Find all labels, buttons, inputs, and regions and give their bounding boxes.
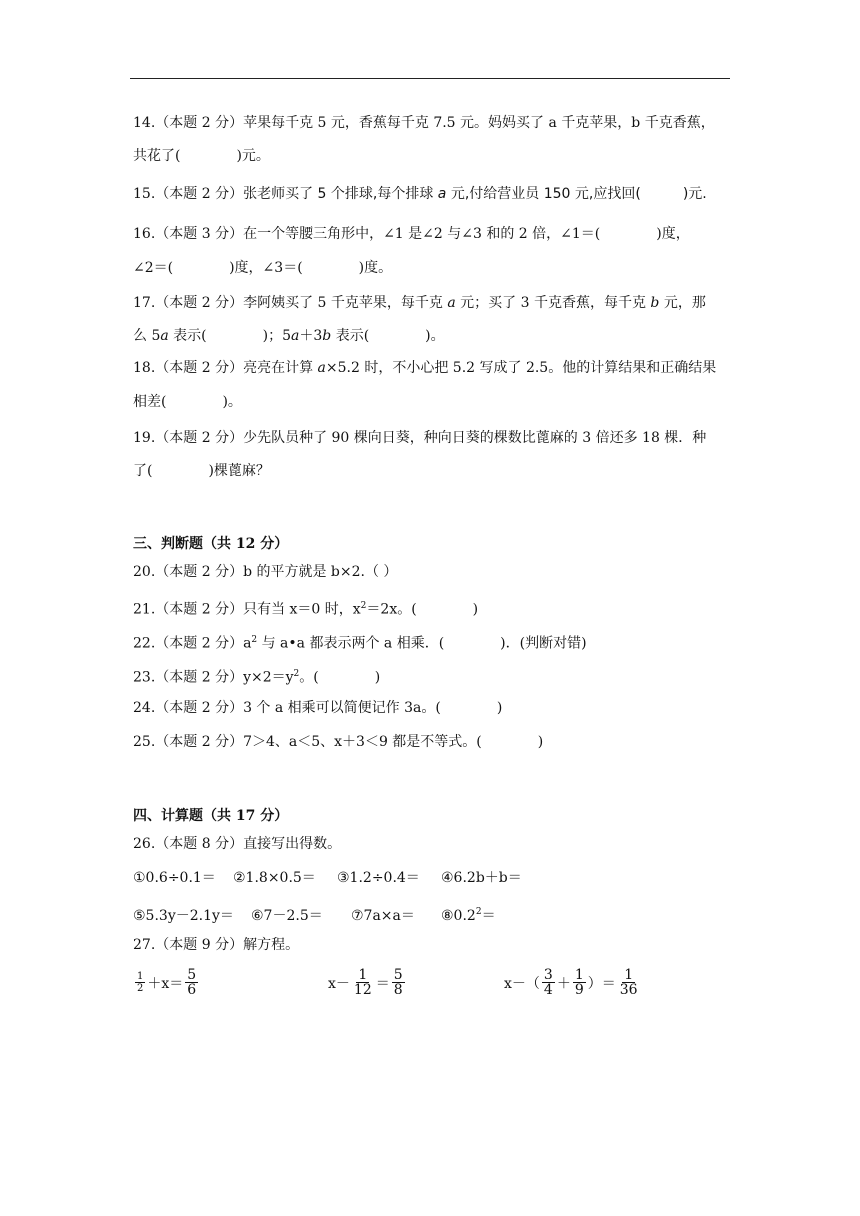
calc-item-7: ⑦7a×a＝ xyxy=(351,907,415,924)
calc-item-3: ③1.2÷0.4＝ xyxy=(337,870,420,886)
question-18-text-a: 18.（本题 2 分）亮亮在计算 xyxy=(133,360,318,376)
section-3-title: 三、判断题（共 12 分） xyxy=(133,536,289,552)
question-17-line-2 xyxy=(133,326,445,346)
question-22-sup: 2 xyxy=(251,635,258,645)
question-24: 24.（本题 2 分）3 个 a 相乘可以简便记作 3a。( ) xyxy=(133,700,503,716)
question-19-line-2: 了( )棵蓖麻？ xyxy=(133,463,270,479)
question-16-line-2: ∠2＝( )度，∠3＝( )度。 xyxy=(133,260,393,276)
question-17-text-2b: 表示( )；5 xyxy=(168,328,291,344)
question-18-line-2: 相差( )。 xyxy=(133,394,242,410)
equation-3 xyxy=(504,968,642,997)
question-17-var-b: b xyxy=(650,295,660,311)
question-22-text-a: 22.（本题 2 分）a xyxy=(133,635,252,652)
fraction-numerator: 5 xyxy=(187,967,197,983)
fraction-numerator: 1 xyxy=(624,967,634,983)
question-17-text-2d: 表示( )。 xyxy=(331,328,445,344)
section-4-title: 四、计算题（共 17 分） xyxy=(133,808,289,824)
equation-3-fraction-1 xyxy=(542,968,555,997)
equation-2-mid: ＝ xyxy=(375,975,390,992)
calc-item-8 xyxy=(441,902,496,926)
question-15-text-b: 元,付给营业员 150 元,应找回( )元. xyxy=(446,186,707,202)
question-26-row-2 xyxy=(133,902,496,926)
question-17-var-3: a xyxy=(291,328,300,344)
question-15-text-a: 张老师买了 5 个排球,每个排球 xyxy=(243,186,438,202)
question-14-line-2: 共花了( )元。 xyxy=(133,148,270,164)
question-21-text-a: 21.（本题 2 分）只有当 x＝0 时，x xyxy=(133,601,361,618)
question-27-title: 27.（本题 9 分）解方程。 xyxy=(133,937,300,953)
equation-1-fraction-left xyxy=(135,971,145,994)
equation-2-fraction-left xyxy=(352,968,374,997)
question-17-text-2a: 么 5 xyxy=(133,328,161,344)
calc-item-2: ②1.8×0.5＝ xyxy=(233,870,316,886)
calc-item-1: ①0.6÷0.1＝ xyxy=(133,870,216,886)
calc-item-8-sup: 2 xyxy=(475,907,482,917)
question-22 xyxy=(133,630,587,654)
header-rule xyxy=(130,78,730,79)
equation-2-lead: x－ xyxy=(328,975,350,992)
question-23-text-a: 23.（本题 2 分）y×2＝y xyxy=(133,669,294,686)
question-16-line-1: 16.（本题 3 分）在一个等腰三角形中，∠1 是∠2 与∠3 和的 2 倍，∠1＝( )度， xyxy=(133,226,690,242)
question-17-line-1 xyxy=(133,293,706,313)
question-17-var-2: a xyxy=(160,328,169,344)
question-14-line-1: 14.（本题 2 分）苹果每千克 5 元，香蕉每千克 7.5 元。妈妈买了 a 千克苹果，b 千克香蕉， xyxy=(133,115,715,131)
fraction-denominator: 2 xyxy=(137,983,144,994)
calc-item-4: ④6.2b＋b＝ xyxy=(441,870,522,886)
fraction-numerator: 3 xyxy=(543,967,553,983)
question-15-var: a xyxy=(437,186,447,202)
fraction-numerator: 1 xyxy=(137,971,144,982)
question-22-text-b: 与 a•a 都表示两个 a 相乘．( )．(判断对错) xyxy=(257,635,587,652)
question-18-line-1 xyxy=(133,358,716,378)
equation-3-lead: x－（ xyxy=(504,975,540,992)
question-25: 25.（本题 2 分）7＞4、a＜5、x＋3＜9 都是不等式。( ) xyxy=(133,734,544,750)
equation-3-fraction-right xyxy=(618,968,640,997)
calc-item-8-base: ⑧0.2 xyxy=(441,907,476,924)
question-26-row-1 xyxy=(133,868,522,888)
question-23 xyxy=(133,664,380,688)
calc-item-5: ⑤5.3y－2.1y＝ xyxy=(133,907,234,924)
question-23-text-b: 。( ) xyxy=(299,669,381,686)
equation-2 xyxy=(328,968,407,997)
calc-item-6: ⑥7－2.5＝ xyxy=(251,907,323,924)
equation-1-mid: ＋x＝ xyxy=(147,975,184,992)
fraction-denominator: 36 xyxy=(619,982,638,998)
fraction-denominator: 9 xyxy=(574,982,584,998)
question-17-var-a: a xyxy=(447,295,456,311)
question-17-text-1b: 元；买了 3 千克香蕉，每千克 xyxy=(455,295,651,311)
question-17-var-4: b xyxy=(322,328,332,344)
equation-2-fraction-right xyxy=(392,968,405,997)
question-26-title: 26.（本题 8 分）直接写出得数。 xyxy=(133,836,342,852)
question-18-text-b: ×5.2 时，不小心把 5.2 写成了 2.5。他的计算结果和正确结果 xyxy=(325,360,717,376)
equation-3-fraction-2 xyxy=(573,968,586,997)
calc-item-8-tail: ＝ xyxy=(481,907,496,924)
question-21 xyxy=(133,596,478,620)
question-21-sup: 2 xyxy=(360,601,367,611)
fraction-numerator: 1 xyxy=(358,967,368,983)
question-15 xyxy=(133,184,707,204)
fraction-denominator: 8 xyxy=(393,982,403,998)
fraction-numerator: 5 xyxy=(393,967,403,983)
question-17-text-2c: ＋3 xyxy=(299,328,323,344)
equation-3-mid: ）＝ xyxy=(587,975,616,992)
equation-1-fraction-right xyxy=(185,968,198,997)
fraction-numerator: 1 xyxy=(574,967,584,983)
question-21-text-b: ＝2x。( ) xyxy=(366,601,479,618)
question-15-prefix: 15.（本题 2 分） xyxy=(133,186,244,202)
question-19-line-1: 19.（本题 2 分）少先队员种了 90 棵向日葵，种向日葵的棵数比蓖麻的 3 倍还多 18 棵．种 xyxy=(133,430,707,446)
question-17-text-1a: 17.（本题 2 分）李阿姨买了 5 千克苹果，每千克 xyxy=(133,295,448,311)
fraction-denominator: 6 xyxy=(187,982,197,998)
fraction-denominator: 12 xyxy=(353,982,372,998)
equation-3-plus: ＋ xyxy=(556,975,571,992)
question-20: 20.（本题 2 分）b 的平方就是 b×2.（ ） xyxy=(133,564,398,580)
fraction-denominator: 4 xyxy=(543,982,553,998)
equation-1 xyxy=(133,968,200,997)
question-17-text-1c: 元，那 xyxy=(659,295,706,311)
question-23-sup: 2 xyxy=(293,669,300,679)
question-18-var: a xyxy=(317,360,326,376)
